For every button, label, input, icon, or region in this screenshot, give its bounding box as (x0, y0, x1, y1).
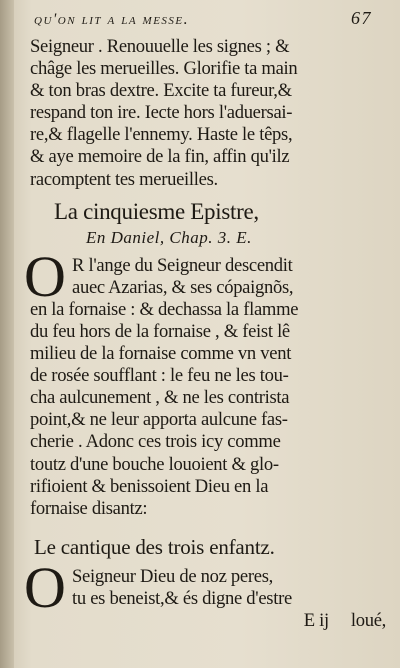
text-block (24, 8, 390, 632)
drop-cap: O (24, 554, 66, 620)
text-line: de rosée soufflant : le feu ne les tou- (30, 365, 289, 387)
drop-cap: O (24, 243, 66, 309)
text-line: & ton bras dextre. Excite ta fureur,& (30, 80, 292, 102)
text-line: châge les merueilles. Glorifie ta main (30, 58, 298, 80)
catchword: loué, (350, 609, 386, 631)
text-line: auec Azarias, & ses cópaignõs, (72, 276, 294, 298)
canticle-paragraph (24, 554, 390, 632)
page-gutter-shadow (0, 0, 14, 668)
text-line: cherie . Adonc ces trois icy comme (30, 431, 281, 453)
text-line: & aye memoire de la fin, affin qu'ilz (30, 146, 290, 168)
text-line: rifioient & benissoient Dieu en la (30, 475, 269, 497)
text-line: R l'ange du Seigneur descendit (72, 254, 293, 276)
catch-line (30, 610, 390, 632)
text-line: en la fornaise : & dechassa la flamme (30, 298, 299, 320)
text-line: respand ton ire. Iecte hors l'aduersai- (30, 102, 293, 124)
paragraph-2 (24, 243, 390, 520)
paragraph-1 (30, 36, 390, 191)
text-line: fornaise disantz: (30, 497, 148, 519)
text-line: tu es beneist,& és digne d'estre (72, 587, 292, 609)
canticle-heading: Le cantique des trois enfantz. (34, 534, 275, 559)
text-line: Seigneur Dieu de noz peres, (72, 565, 274, 587)
text-line: Seigneur . Renouuelle les signes ; & (30, 36, 290, 57)
text-line: re,& flagelle l'ennemy. Haste le têps, (30, 124, 293, 146)
running-head (34, 8, 372, 36)
signature-mark: E ij (303, 609, 329, 631)
page-number: 67 (351, 8, 372, 28)
text-line: cha aulcunement , & ne les contrista (30, 387, 290, 409)
text-line: point,& ne leur apporta aulcune fas- (30, 409, 288, 431)
text-line: du feu hors de la fornaise , & feist lê (30, 320, 290, 342)
section-heading: La cinquiesme Epistre, (54, 198, 259, 224)
section-subheading: En Daniel, Chap. 3. E. (86, 227, 252, 247)
text-line: racomptent tes merueilles. (30, 168, 218, 190)
text-line: milieu de la fornaise comme vn vent (30, 343, 292, 365)
text-line: toutz d'une bouche louoient & glo- (30, 453, 279, 475)
running-title: qu'on lit a la messe. (34, 11, 190, 28)
